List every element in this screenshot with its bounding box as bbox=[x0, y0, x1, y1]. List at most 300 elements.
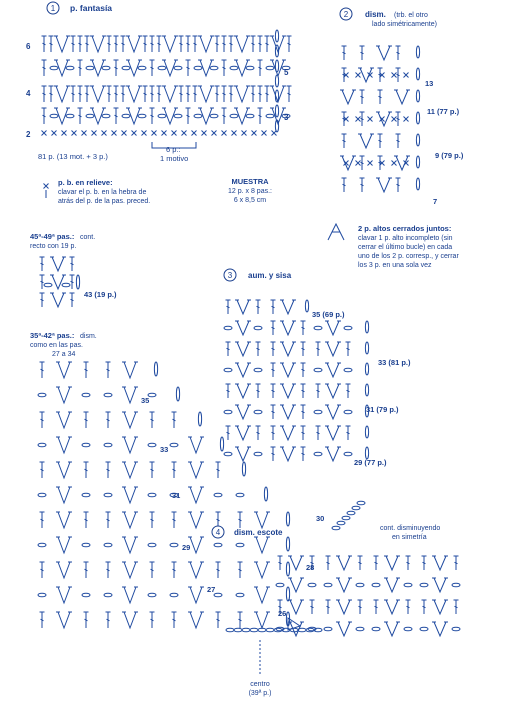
chain-symbol bbox=[254, 326, 262, 330]
double-crochet-symbol bbox=[114, 60, 119, 76]
cluster-symbol bbox=[56, 562, 72, 578]
cluster-symbol bbox=[188, 537, 204, 553]
rows-45-49-line-1: cont. bbox=[80, 234, 96, 241]
chain-symbol bbox=[254, 410, 262, 414]
cluster-symbol bbox=[54, 60, 70, 76]
closed-together-glyph bbox=[328, 224, 344, 240]
cluster-symbol bbox=[122, 612, 138, 628]
cluster-symbol bbox=[122, 512, 138, 528]
chain-symbol bbox=[214, 543, 222, 547]
double-crochet-symbol bbox=[71, 86, 76, 102]
double-crochet-symbol bbox=[150, 562, 155, 578]
chain-symbol bbox=[210, 114, 218, 118]
section-3-number: 3 bbox=[227, 271, 233, 280]
chain-symbol bbox=[372, 583, 380, 587]
chain-symbol bbox=[254, 368, 262, 372]
cluster-symbol bbox=[254, 612, 270, 628]
chain-symbol bbox=[122, 66, 130, 70]
sample-title: MUESTRA bbox=[231, 177, 269, 186]
cluster-symbol bbox=[340, 156, 356, 170]
double-crochet-symbol bbox=[256, 426, 261, 440]
double-crochet-symbol bbox=[422, 600, 427, 614]
left-row-33: 33 bbox=[160, 445, 169, 454]
single-crochet-symbol bbox=[82, 131, 87, 136]
single-crochet-symbol bbox=[42, 131, 47, 136]
s2-row-9: 9 (79 p.) bbox=[435, 151, 464, 160]
chain-symbol bbox=[82, 593, 90, 597]
turning-chain-symbol bbox=[416, 178, 419, 190]
turning-chain-symbol bbox=[275, 45, 278, 57]
cluster-symbol bbox=[235, 300, 251, 314]
chain-symbol bbox=[148, 593, 156, 597]
double-crochet-symbol bbox=[40, 412, 45, 428]
cluster-symbol bbox=[122, 587, 138, 603]
chain-symbol bbox=[344, 410, 352, 414]
center-label: centro bbox=[250, 681, 270, 688]
cluster-symbol bbox=[280, 405, 296, 419]
double-crochet-symbol bbox=[150, 612, 155, 628]
chain-symbol bbox=[314, 452, 322, 456]
double-crochet-symbol bbox=[114, 36, 119, 52]
single-crochet-symbol bbox=[404, 73, 409, 78]
single-crochet-symbol bbox=[92, 131, 97, 136]
chain-symbol bbox=[62, 283, 70, 287]
double-crochet-symbol bbox=[150, 512, 155, 528]
chain-symbol bbox=[138, 114, 146, 118]
double-crochet-symbol bbox=[186, 36, 191, 52]
closed-title: 2 p. altos cerrados juntos: bbox=[358, 224, 452, 233]
double-crochet-symbol bbox=[179, 36, 184, 52]
single-crochet-symbol bbox=[142, 131, 147, 136]
double-crochet-symbol bbox=[106, 412, 111, 428]
chain-symbol bbox=[332, 526, 340, 530]
double-crochet-symbol bbox=[150, 412, 155, 428]
cluster-symbol bbox=[188, 512, 204, 528]
turning-chain-symbol bbox=[286, 512, 289, 526]
double-crochet-symbol bbox=[374, 556, 379, 570]
chain-symbol bbox=[102, 66, 110, 70]
double-crochet-symbol bbox=[49, 36, 54, 52]
single-crochet-symbol bbox=[182, 131, 187, 136]
double-crochet-symbol bbox=[150, 86, 155, 102]
turning-chain-symbol bbox=[76, 275, 79, 289]
closed-line-4: los 3 p. en una sola vez bbox=[358, 262, 432, 269]
section-4-number: 4 bbox=[215, 528, 221, 537]
double-crochet-symbol bbox=[114, 86, 119, 102]
chain-symbol bbox=[314, 368, 322, 372]
rows-35-42-title: 35ª-42ª pas.: bbox=[30, 331, 75, 340]
single-crochet-symbol bbox=[368, 117, 373, 122]
turning-chain-symbol bbox=[416, 112, 419, 124]
double-crochet-symbol bbox=[106, 462, 111, 478]
cluster-symbol bbox=[56, 487, 72, 503]
double-crochet-symbol bbox=[193, 36, 198, 52]
stitch-count-label: 81 p. (13 mot. + 3 p.) bbox=[38, 152, 108, 161]
single-crochet-symbol bbox=[122, 131, 127, 136]
cluster-symbol bbox=[384, 556, 400, 570]
chain-symbol bbox=[138, 66, 146, 70]
double-crochet-symbol bbox=[278, 556, 283, 570]
single-crochet-symbol bbox=[112, 131, 117, 136]
double-crochet-symbol bbox=[85, 86, 90, 102]
s4-note-line-2: en simetría bbox=[392, 534, 427, 541]
single-crochet-symbol bbox=[162, 131, 167, 136]
double-crochet-symbol bbox=[316, 384, 321, 398]
left-row-43: 43 (19 p.) bbox=[84, 290, 117, 299]
cluster-symbol bbox=[188, 437, 204, 453]
double-crochet-symbol bbox=[342, 134, 347, 148]
double-crochet-symbol bbox=[358, 556, 363, 570]
left-row-31: 31 bbox=[172, 491, 181, 500]
row-4-label: 4 bbox=[26, 89, 31, 98]
relief-line-1: clavar el p. b. en la hebra de bbox=[58, 189, 147, 196]
chain-symbol bbox=[352, 506, 360, 510]
left-row-29: 29 bbox=[182, 543, 191, 552]
double-crochet-symbol bbox=[172, 412, 177, 428]
cluster-symbol bbox=[56, 612, 72, 628]
s3-row-35: 35 (69 p.) bbox=[312, 310, 345, 319]
double-crochet-symbol bbox=[215, 36, 220, 52]
single-crochet-symbol bbox=[252, 131, 257, 136]
chain-symbol bbox=[224, 326, 232, 330]
single-crochet-symbol bbox=[172, 131, 177, 136]
double-crochet-symbol bbox=[84, 562, 89, 578]
row-6-label: 6 bbox=[26, 42, 31, 51]
double-crochet-symbol bbox=[42, 108, 47, 124]
double-crochet-symbol bbox=[251, 36, 256, 52]
single-crochet-symbol bbox=[242, 131, 247, 136]
double-crochet-symbol bbox=[346, 384, 351, 398]
chain-symbol bbox=[266, 628, 274, 632]
double-crochet-symbol bbox=[106, 612, 111, 628]
turning-chain-symbol bbox=[154, 362, 157, 376]
cluster-symbol bbox=[56, 387, 72, 403]
cluster-symbol bbox=[280, 447, 296, 461]
chain-symbol bbox=[314, 326, 322, 330]
cluster-symbol bbox=[56, 462, 72, 478]
chain-symbol bbox=[210, 66, 218, 70]
chain-symbol bbox=[234, 628, 242, 632]
double-crochet-symbol bbox=[238, 512, 243, 528]
double-crochet-symbol bbox=[396, 178, 401, 192]
cluster-symbol bbox=[234, 60, 250, 76]
double-crochet-symbol bbox=[85, 36, 90, 52]
chain-symbol bbox=[314, 410, 322, 414]
cluster-symbol bbox=[336, 600, 352, 614]
double-crochet-symbol bbox=[251, 86, 256, 102]
chain-symbol bbox=[250, 628, 258, 632]
double-crochet-symbol bbox=[106, 362, 111, 378]
cluster-symbol bbox=[54, 108, 70, 124]
double-crochet-symbol bbox=[78, 86, 83, 102]
double-crochet-symbol bbox=[301, 447, 306, 461]
double-crochet-symbol bbox=[342, 46, 347, 60]
row-3-label: 3 bbox=[284, 113, 289, 122]
double-crochet-symbol bbox=[40, 362, 45, 378]
relief-title: p. b. en relieve: bbox=[58, 178, 113, 187]
cluster-symbol bbox=[234, 86, 250, 102]
single-crochet-symbol bbox=[392, 117, 397, 122]
chain-symbol bbox=[420, 627, 428, 631]
double-crochet-symbol bbox=[258, 60, 263, 76]
turning-chain-symbol bbox=[275, 30, 278, 42]
cluster-symbol bbox=[188, 462, 204, 478]
cluster-symbol bbox=[54, 36, 70, 52]
double-crochet-symbol bbox=[454, 600, 459, 614]
double-crochet-symbol bbox=[215, 86, 220, 102]
double-crochet-symbol bbox=[226, 300, 231, 314]
cluster-symbol bbox=[235, 384, 251, 398]
single-crochet-symbol bbox=[368, 161, 373, 166]
chain-symbol bbox=[66, 114, 74, 118]
double-crochet-symbol bbox=[150, 60, 155, 76]
single-crochet-symbol bbox=[72, 131, 77, 136]
cluster-symbol bbox=[234, 108, 250, 124]
double-crochet-symbol bbox=[42, 86, 47, 102]
cluster-symbol bbox=[325, 405, 341, 419]
double-crochet-symbol bbox=[378, 134, 383, 148]
cluster-symbol bbox=[280, 363, 296, 377]
left-row-35: 35 bbox=[141, 396, 150, 405]
rows-45-49-title: 45ª-49ª pas.: bbox=[30, 232, 75, 241]
cluster-symbol bbox=[198, 86, 214, 102]
cluster-symbol bbox=[235, 447, 251, 461]
chain-symbol bbox=[298, 628, 306, 632]
section-2-title: dism. bbox=[365, 10, 386, 19]
double-crochet-symbol bbox=[301, 384, 306, 398]
double-crochet-symbol bbox=[422, 556, 427, 570]
closed-line-2: cerrar el último bucle) en cada bbox=[358, 244, 453, 251]
section-2-note-1: (trb. el otro bbox=[394, 12, 428, 19]
cluster-symbol bbox=[384, 622, 400, 636]
turning-chain-symbol bbox=[275, 105, 278, 117]
turning-chain-symbol bbox=[242, 462, 245, 476]
double-crochet-symbol bbox=[150, 36, 155, 52]
cluster-symbol bbox=[336, 578, 352, 592]
chain-symbol bbox=[276, 583, 284, 587]
cluster-symbol bbox=[376, 46, 392, 60]
double-crochet-symbol bbox=[258, 36, 263, 52]
cluster-symbol bbox=[376, 178, 392, 192]
turning-chain-symbol bbox=[286, 587, 289, 601]
cluster-symbol bbox=[384, 600, 400, 614]
chain-symbol bbox=[230, 66, 238, 70]
turning-chain-symbol bbox=[176, 387, 179, 401]
section-4-header bbox=[212, 526, 283, 538]
single-crochet-symbol bbox=[152, 131, 157, 136]
chain-symbol bbox=[226, 628, 234, 632]
turning-chain-symbol bbox=[286, 537, 289, 551]
double-crochet-symbol bbox=[222, 36, 227, 52]
s3-row-29: 29 (77 p.) bbox=[354, 458, 387, 467]
cluster-symbol bbox=[358, 134, 374, 148]
double-crochet-symbol bbox=[271, 447, 276, 461]
chain-symbol bbox=[230, 114, 238, 118]
double-crochet-symbol bbox=[454, 556, 459, 570]
chain-symbol bbox=[174, 114, 182, 118]
chain-symbol bbox=[174, 66, 182, 70]
cluster-symbol bbox=[122, 462, 138, 478]
double-crochet-symbol bbox=[42, 36, 47, 52]
chain-symbol bbox=[38, 493, 46, 497]
chain-symbol bbox=[104, 393, 112, 397]
single-crochet-symbol bbox=[192, 131, 197, 136]
chain-symbol bbox=[324, 627, 332, 631]
sample-line-2: 6 x 8,5 cm bbox=[233, 197, 267, 204]
turning-chain-symbol bbox=[416, 46, 419, 58]
double-crochet-symbol bbox=[358, 600, 363, 614]
cluster-symbol bbox=[254, 537, 270, 553]
double-crochet-symbol bbox=[226, 342, 231, 356]
cluster-symbol bbox=[188, 587, 204, 603]
row-5-label: 5 bbox=[284, 68, 289, 77]
double-crochet-symbol bbox=[216, 612, 221, 628]
rows-35-42-line-1: dism. bbox=[80, 333, 97, 340]
chain-symbol bbox=[158, 66, 166, 70]
cluster-symbol bbox=[288, 600, 304, 614]
double-crochet-symbol bbox=[265, 86, 270, 102]
double-crochet-symbol bbox=[114, 108, 119, 124]
chain-symbol bbox=[148, 493, 156, 497]
double-crochet-symbol bbox=[157, 86, 162, 102]
relief-line-2: atrás del p. de la pas. preced. bbox=[58, 198, 151, 205]
double-crochet-symbol bbox=[265, 36, 270, 52]
cluster-symbol bbox=[325, 342, 341, 356]
cluster-symbol bbox=[394, 90, 410, 104]
rows-35-42-line-2: como en las pas. bbox=[30, 342, 83, 349]
chain-symbol bbox=[224, 452, 232, 456]
double-crochet-symbol bbox=[121, 36, 126, 52]
chain-symbol bbox=[148, 543, 156, 547]
double-crochet-symbol bbox=[316, 426, 321, 440]
double-crochet-symbol bbox=[271, 384, 276, 398]
cluster-symbol bbox=[56, 587, 72, 603]
double-crochet-symbol bbox=[222, 60, 227, 76]
chain-symbol bbox=[170, 543, 178, 547]
double-crochet-symbol bbox=[78, 108, 83, 124]
double-crochet-symbol bbox=[84, 512, 89, 528]
double-crochet-symbol bbox=[70, 293, 75, 307]
double-crochet-symbol bbox=[360, 46, 365, 60]
chain-symbol bbox=[44, 283, 52, 287]
cluster-symbol bbox=[90, 36, 106, 52]
s2-row-11: 11 (77 p.) bbox=[427, 107, 460, 116]
cluster-symbol bbox=[325, 384, 341, 398]
s3-row-33: 33 (81 p.) bbox=[378, 358, 411, 367]
chain-symbol bbox=[86, 114, 94, 118]
cluster-symbol bbox=[122, 412, 138, 428]
cluster-symbol bbox=[126, 108, 142, 124]
chain-symbol bbox=[404, 583, 412, 587]
s4-row-28: 28 bbox=[306, 563, 315, 572]
double-crochet-symbol bbox=[106, 512, 111, 528]
cluster-symbol bbox=[126, 60, 142, 76]
cluster-symbol bbox=[54, 86, 70, 102]
single-crochet-symbol bbox=[62, 131, 67, 136]
double-crochet-symbol bbox=[78, 60, 83, 76]
chain-symbol bbox=[236, 493, 244, 497]
chain-symbol bbox=[356, 583, 364, 587]
cluster-symbol bbox=[280, 426, 296, 440]
double-crochet-symbol bbox=[326, 600, 331, 614]
closed-line-1: clavar 1 p. alto incompleto (sin bbox=[358, 235, 453, 242]
double-crochet-symbol bbox=[40, 512, 45, 528]
cluster-symbol bbox=[56, 537, 72, 553]
cluster-symbol bbox=[336, 556, 352, 570]
turning-chain-symbol bbox=[365, 342, 368, 354]
double-crochet-symbol bbox=[229, 86, 234, 102]
single-crochet-symbol bbox=[356, 73, 361, 78]
turning-chain-symbol bbox=[416, 156, 419, 168]
chain-symbol bbox=[104, 543, 112, 547]
double-crochet-symbol bbox=[216, 562, 221, 578]
s3-row-31: 31 (79 p.) bbox=[366, 405, 399, 414]
double-crochet-symbol bbox=[342, 178, 347, 192]
cluster-symbol bbox=[325, 321, 341, 335]
cluster-symbol bbox=[235, 321, 251, 335]
double-crochet-symbol bbox=[71, 36, 76, 52]
double-crochet-symbol bbox=[374, 600, 379, 614]
s4-note-line-1: cont. disminuyendo bbox=[380, 525, 441, 532]
cluster-symbol bbox=[126, 36, 142, 52]
double-crochet-symbol bbox=[157, 36, 162, 52]
cluster-symbol bbox=[122, 537, 138, 553]
double-crochet-symbol bbox=[258, 86, 263, 102]
double-crochet-symbol bbox=[271, 321, 276, 335]
double-crochet-symbol bbox=[271, 300, 276, 314]
double-crochet-symbol bbox=[396, 134, 401, 148]
single-crochet-symbol bbox=[356, 117, 361, 122]
chain-symbol bbox=[236, 543, 244, 547]
double-crochet-symbol bbox=[360, 90, 365, 104]
cluster-symbol bbox=[432, 556, 448, 570]
row-2-label: 2 bbox=[26, 130, 31, 139]
cluster-symbol bbox=[235, 342, 251, 356]
s4-row-26: 26 bbox=[278, 609, 287, 618]
section-2-number: 2 bbox=[343, 10, 349, 19]
double-crochet-symbol bbox=[150, 108, 155, 124]
cluster-symbol bbox=[376, 112, 392, 126]
repeat-label-2: 1 motivo bbox=[160, 154, 189, 163]
double-crochet-symbol bbox=[42, 60, 47, 76]
double-crochet-symbol bbox=[84, 362, 89, 378]
left-row-27: 27 bbox=[207, 585, 216, 594]
single-crochet-symbol bbox=[102, 131, 107, 136]
cluster-symbol bbox=[126, 86, 142, 102]
cluster-symbol bbox=[234, 36, 250, 52]
double-crochet-symbol bbox=[271, 426, 276, 440]
double-crochet-symbol bbox=[396, 112, 401, 126]
double-crochet-symbol bbox=[40, 462, 45, 478]
double-crochet-symbol bbox=[40, 612, 45, 628]
section-2-header bbox=[340, 8, 437, 28]
double-crochet-symbol bbox=[172, 562, 177, 578]
center-count: (39ª p.) bbox=[248, 690, 272, 697]
cluster-symbol bbox=[288, 578, 304, 592]
double-crochet-symbol bbox=[186, 60, 191, 76]
repeat-label: 6 p.: bbox=[166, 145, 181, 154]
double-crochet-symbol bbox=[186, 86, 191, 102]
cluster-symbol bbox=[90, 108, 106, 124]
section-3-header bbox=[224, 269, 292, 281]
double-crochet-symbol bbox=[301, 321, 306, 335]
s2-row-7: 7 bbox=[433, 197, 438, 206]
chain-symbol bbox=[452, 583, 460, 587]
cluster-symbol bbox=[384, 578, 400, 592]
section-1-number: 1 bbox=[50, 4, 56, 13]
double-crochet-symbol bbox=[396, 46, 401, 60]
chain-symbol bbox=[86, 66, 94, 70]
